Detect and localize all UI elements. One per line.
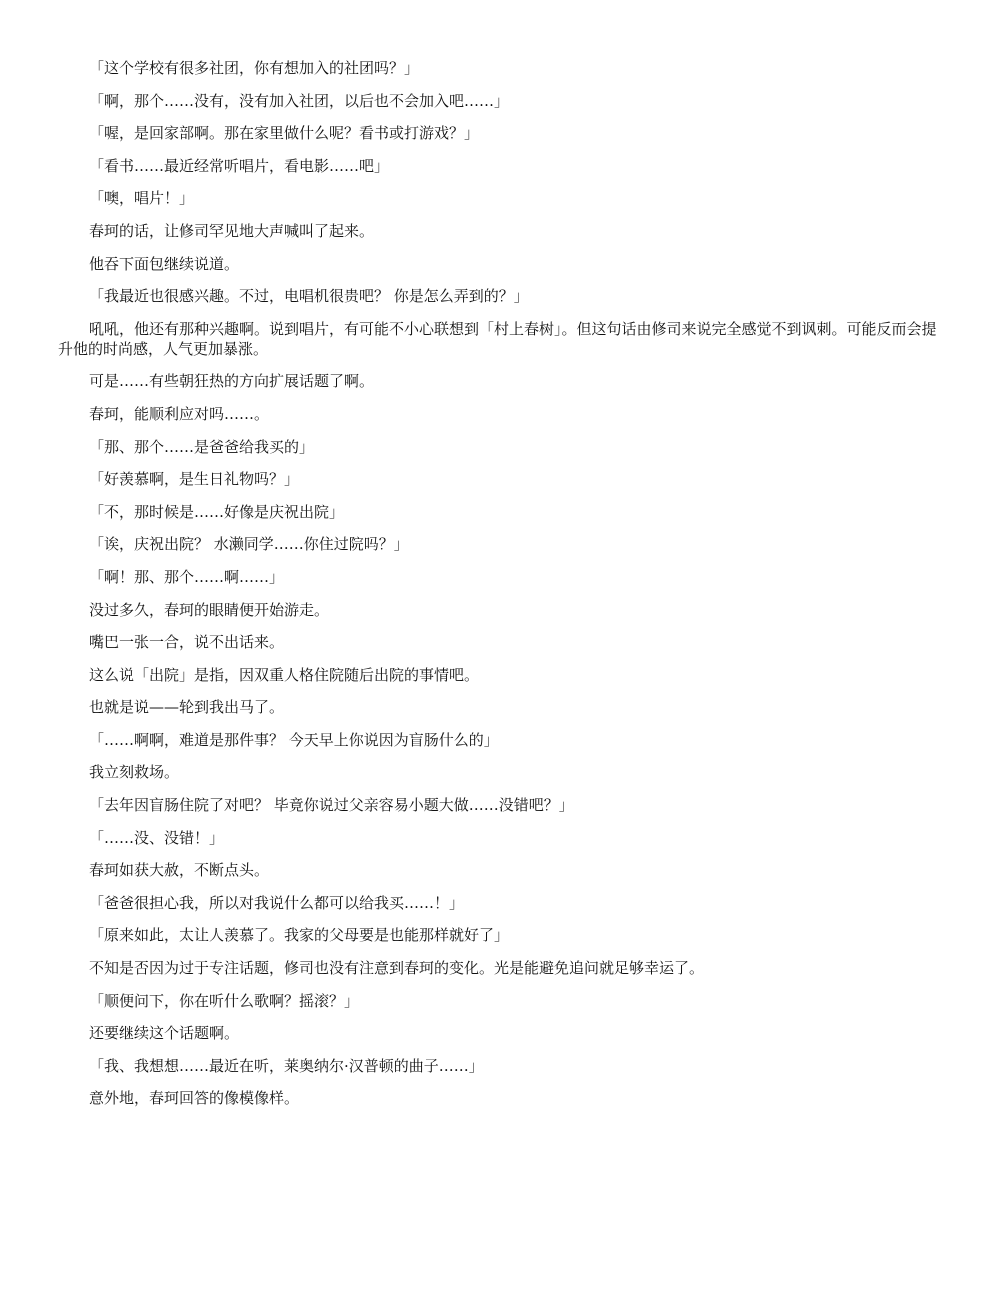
paragraph-4: 「看书……最近经常听唱片，看电影……吧」 (89, 156, 390, 175)
paragraph-24: 「……没、没错！」 (89, 828, 225, 847)
paragraph-27: 「原来如此，太让人羡慕了。我家的父母要是也能那样就好了」 (89, 926, 510, 945)
paragraph-2: 「啊，那个……没有，没有加入社团，以后也不会加入吧……」 (89, 91, 510, 110)
paragraph-6: 春珂的话，让修司罕见地大声喊叫了起来。 (89, 221, 375, 240)
paragraph-5: 「噢，唱片！」 (89, 189, 195, 208)
paragraph-12: 「那、那个……是爸爸给我买的」 (89, 437, 315, 456)
paragraph-15: 「诶，庆祝出院？ 水濑同学……你住过院吗？」 (89, 535, 409, 554)
paragraph-19: 这么说「出院」是指，因双重人格住院随后出院的事情吧。 (89, 665, 480, 684)
paragraph-9: 吼吼，他还有那种兴趣啊。说到唱片，有可能不小心联想到「村上春树」。但这句话由修司来说完全感觉不到讽刺。可能反而会提升他的时尚感，人气更加暴涨。 (58, 319, 937, 358)
paragraph-10: 可是……有些朝狂热的方向扩展话题了啊。 (89, 372, 375, 391)
paragraph-16: 「啊！那、那个……啊……」 (89, 567, 285, 586)
paragraph-11: 春珂，能顺利应对吗……。 (89, 404, 270, 423)
paragraph-8: 「我最近也很感兴趣。不过，电唱机很贵吧？ 你是怎么弄到的？」 (89, 287, 529, 306)
paragraph-3: 「喔，是回家部啊。那在家里做什么呢？看书或打游戏？」 (89, 124, 480, 143)
paragraph-18: 嘴巴一张一合，说不出话来。 (89, 633, 285, 652)
paragraph-17: 没过多久，春珂的眼睛便开始游走。 (89, 600, 330, 619)
paragraph-28: 不知是否因为过于专注话题，修司也没有注意到春珂的变化。光是能避免追问就足够幸运了。 (89, 959, 705, 978)
paragraph-26: 「爸爸很担心我，所以对我说什么都可以给我买……！」 (89, 893, 465, 912)
paragraph-13: 「好羡慕啊，是生日礼物吗？」 (89, 470, 300, 489)
paragraph-22: 我立刻救场。 (89, 763, 180, 782)
paragraph-20: 也就是说——轮到我出马了。 (89, 698, 285, 717)
paragraph-7: 他吞下面包继续说道。 (89, 254, 240, 273)
paragraph-21: 「……啊啊，难道是那件事？ 今天早上你说因为盲肠什么的」 (89, 730, 499, 749)
paragraph-25: 春珂如获大赦，不断点头。 (89, 861, 270, 880)
paragraph-32: 意外地，春珂回答的像模像样。 (89, 1089, 300, 1108)
paragraph-31: 「我、我想想……最近在听，莱奥纳尔·汉普顿的曲子……」 (89, 1056, 484, 1075)
paragraph-14: 「不，那时候是……好像是庆祝出院」 (89, 502, 345, 521)
paragraph-23: 「去年因盲肠住院了对吧？ 毕竟你说过父亲容易小题大做……没错吧？」 (89, 796, 574, 815)
paragraph-1: 「这个学校有很多社团，你有想加入的社团吗？」 (89, 59, 420, 77)
document-page (58, 58, 948, 1121)
paragraph-29: 「顺便问下，你在听什么歌啊？摇滚？」 (89, 991, 360, 1010)
paragraph-30: 还要继续这个话题啊。 (89, 1024, 240, 1043)
